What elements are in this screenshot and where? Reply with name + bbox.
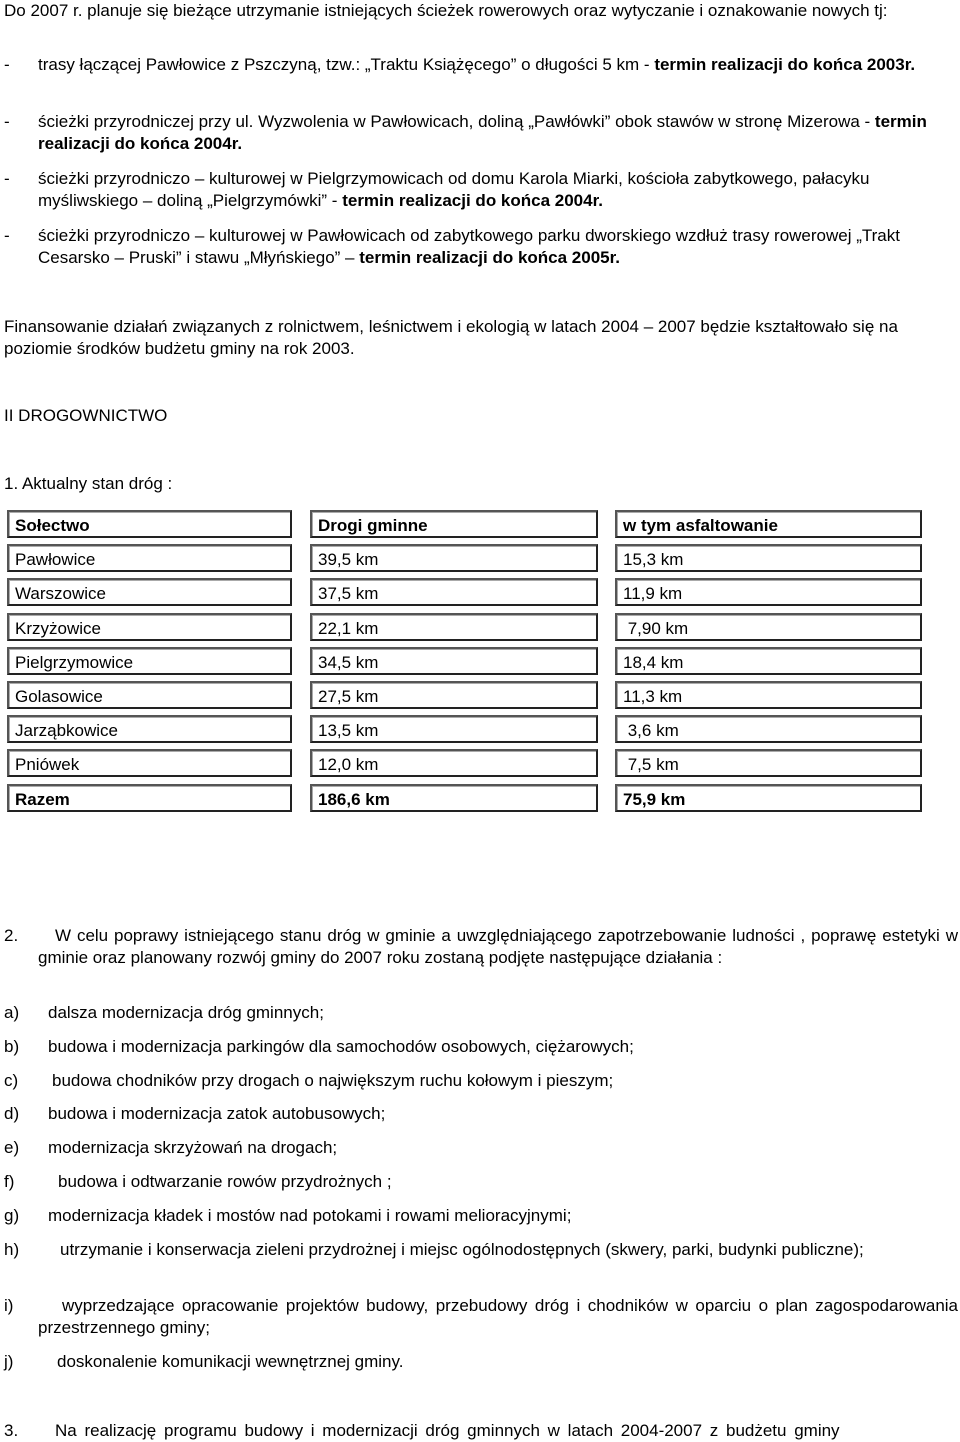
financing-paragraph: Finansowanie działań związanych z rolnictwem, leśnictwem i ekologią w latach 2004 – 2007 będzie kształtowało się na poziomie środków budżetu gminy na rok 2003. [4,317,898,358]
action-label: a) [4,1003,20,1022]
table-cell: 27,5 km [310,681,598,709]
section-title: II DROGOWNICTWO [4,406,168,425]
intro-paragraph: Do 2007 r. planuje się bieżące utrzymanie istniejących ścieżek rowerowych oraz wytyczanie i oznakowanie nowych tj: [4,1,888,20]
table-row [7,681,922,715]
table-cell: 15,3 km [615,544,922,572]
action-item [4,1070,958,1092]
action-item [4,1002,958,1024]
action-label: c) [4,1071,19,1090]
table-row [7,749,922,783]
action-text: budowa chodników przy drogach o największym ruchu kołowym i pieszym; [52,1071,614,1090]
action-text: budowa i modernizacja parkingów dla samochodów osobowych, ciężarowych; [48,1037,634,1056]
table-header-row [7,510,922,544]
action-label: f) [4,1172,15,1191]
table-cell: Krzyżowice [7,613,292,641]
subsection-title: 1. Aktualny stan dróg : [4,474,173,493]
point-2 [4,925,958,969]
table-cell: 39,5 km [310,544,598,572]
table-cell: Pielgrzymowice [7,647,292,675]
action-label: g) [4,1206,20,1225]
table-cell: Jarząbkowice [7,715,292,743]
table-cell: 11,3 km [615,681,922,709]
bike-path-item [4,111,954,155]
action-item [4,1171,958,1193]
action-text: budowa i odtwarzanie rowów przydrożnych ; [58,1172,392,1191]
table-cell: 13,5 km [310,715,598,743]
table-cell: 11,9 km [615,578,922,606]
item-deadline: termin realizacji do końca 2004r. [342,191,603,210]
table-row [7,578,922,612]
table-row [7,613,922,647]
action-text: modernizacja skrzyżowań na drogach; [48,1138,338,1157]
item-text: trasy łączącej Pawłowice z Pszczyną, tzw.: „Traktu Książęcego” o długości 5 km - [38,55,655,74]
total-cell: 75,9 km [615,784,922,812]
action-text: utrzymanie i konserwacja zieleni przydrożnej i miejsc ogólnodostępnych (skwery, parki, budynki publiczne); [60,1240,864,1259]
header-cell: Drogi gminne [310,510,598,538]
table-cell: 34,5 km [310,647,598,675]
total-cell: Razem [7,784,292,812]
action-item [4,1295,958,1339]
table-row [7,544,922,578]
table-cell: Pniówek [7,749,292,777]
action-item [4,1239,958,1261]
list-dash: - [4,112,10,131]
action-label: e) [4,1138,20,1157]
action-item [4,1137,958,1159]
table-cell: 12,0 km [310,749,598,777]
table-cell: 7,90 km [615,613,922,641]
bike-path-item [4,225,954,269]
header-cell: Sołectwo [7,510,292,538]
point-number: 3. [4,1421,19,1440]
point-text: W celu poprawy istniejącego stanu dróg w gminie a uwzględniającego zapotrzebowanie ludności , poprawę estetyki w gminie oraz planowany rozwój gminy do 2007 roku zostaną podjęte następujące działania : [38,926,958,967]
table-row [7,715,922,749]
action-text: wyprzedzające opracowanie projektów budowy, przebudowy dróg i chodników w oparciu o plan zagospodarowania przestrzennego gminy; [38,1296,958,1337]
action-item [4,1205,958,1227]
total-cell: 186,6 km [310,784,598,812]
item-deadline: termin realizacji do końca 2003r. [654,55,916,74]
item-deadline: termin realizacji do końca 2005r. [359,248,621,267]
item-text: ścieżki przyrodniczo – kulturowej w Pawłowicach od zabytkowego parku dworskiego wzdłuż trasy rowerowej „Trakt Cesarsko – Pruski” i stawu „Młyńskiego” – [38,226,900,267]
table-total-row [7,784,922,818]
table-cell: 37,5 km [310,578,598,606]
header-cell: w tym asfaltowanie [615,510,922,538]
list-dash: - [4,226,10,245]
action-text: doskonalenie komunikacji wewnętrznej gminy. [57,1352,404,1371]
point-3 [4,1420,958,1442]
action-label: d) [4,1104,20,1123]
table-row [7,647,922,681]
table-cell: Pawłowice [7,544,292,572]
action-label: h) [4,1240,20,1259]
table-cell: 7,5 km [615,749,922,777]
action-text: dalsza modernizacja dróg gminnych; [48,1003,324,1022]
action-text: modernizacja kładek i mostów nad potokami i rowami melioracyjnymi; [48,1206,572,1225]
table-cell: Warszowice [7,578,292,606]
point-number: 2. [4,926,19,945]
action-text: budowa i modernizacja zatok autobusowych; [48,1104,386,1123]
action-label: i) [4,1296,14,1315]
action-item [4,1103,958,1125]
bike-path-item [4,54,954,76]
action-label: b) [4,1037,20,1056]
table-cell: 3,6 km [615,715,922,743]
bike-path-item [4,168,954,212]
action-item [4,1036,958,1058]
list-dash: - [4,169,10,188]
table-cell: Golasowice [7,681,292,709]
action-label: j) [4,1352,14,1371]
list-dash: - [4,55,10,74]
roads-table [7,510,922,818]
table-cell: 22,1 km [310,613,598,641]
table-cell: 18,4 km [615,647,922,675]
action-item [4,1351,958,1373]
item-deadline: termin realizacji do końca 2004r. [38,112,927,153]
item-text: ścieżki przyrodniczo – kulturowej w Pielgrzymowicach od domu Karola Miarki, kościoła zabytkowego, pałacyku myśliwskiego – doliną „Pielgrzymówki” - [38,169,870,210]
point-text: Na realizację programu budowy i modernizacji dróg gminnych w latach 2004-2007 z budżetu gminy [55,1421,840,1440]
item-text: ścieżki przyrodniczej przy ul. Wyzwolenia w Pawłowicach, doliną „Pawłówki” obok stawów w stronę Mizerowa - [38,112,875,131]
